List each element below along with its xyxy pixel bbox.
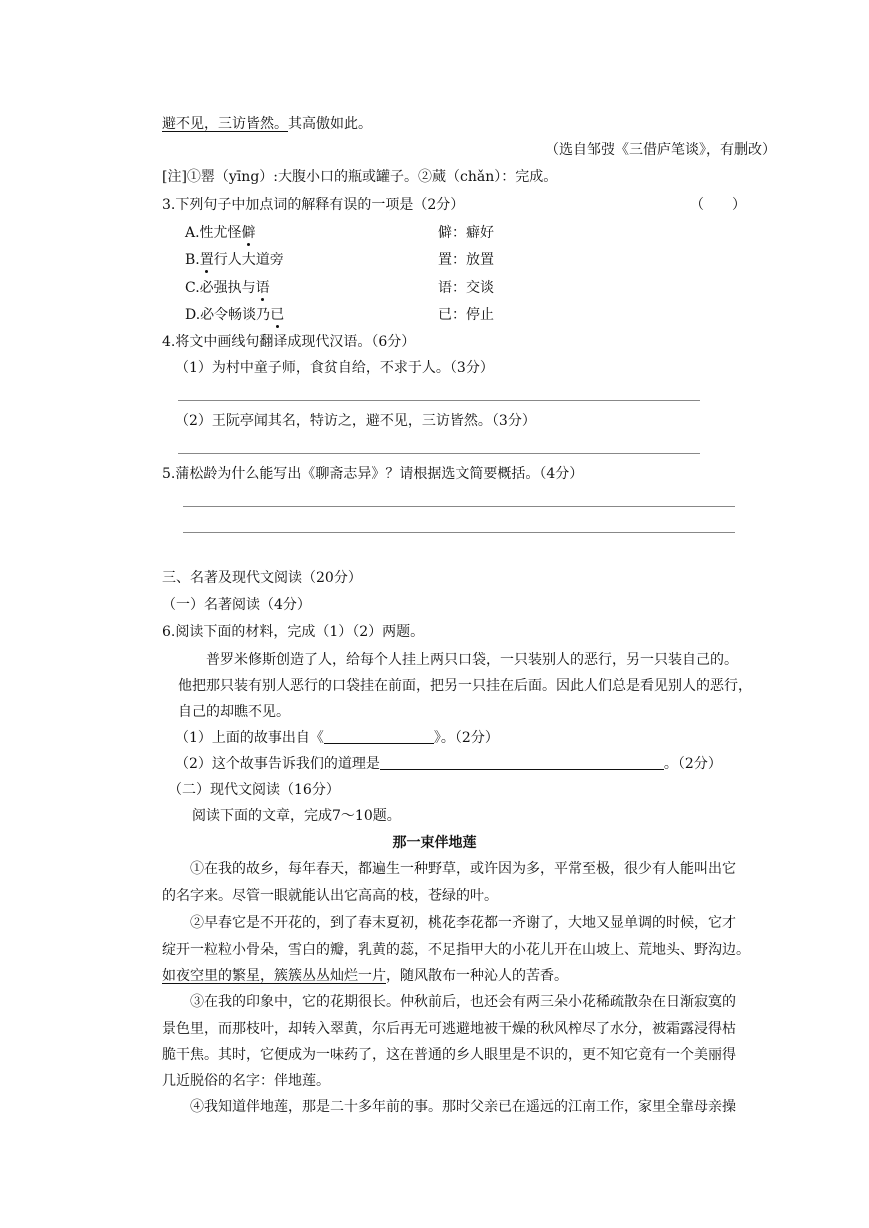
answer-line[interactable]: [183, 532, 735, 533]
q4-sub1: （1）为村中童子师，食贫自给，不求于人。（3分）: [175, 360, 494, 376]
article-line: 如夜空里的繁星，簇簇丛丛灿烂一片，随风散布一种沁人的苦香。: [162, 968, 568, 984]
q3-option-c-explain: 语：交谈: [438, 280, 494, 296]
q6-sub2: （2）这个故事告诉我们的道理是 。（2分）: [175, 756, 722, 772]
passage-line: 普罗米修斯创造了人，给每个人挂上两只口袋，一只装别人的恶行，另一只装自己的。: [206, 652, 738, 668]
q3-option-b-explain: 置：放置: [438, 252, 494, 268]
q5-stem: 5.蒲松龄为什么能写出《聊斋志异》？请根据选文简要概括。（4分）: [162, 466, 584, 482]
q3-option-a-explain: 僻：癖好: [438, 225, 494, 241]
article-line: 绽开一粒粒小骨朵，雪白的瓣，乳黄的蕊，不足指甲大的小花儿开在山坡上、荒地头、野沟边。: [162, 942, 750, 958]
dotted-word: 语: [255, 280, 270, 296]
q3-answer-paren: （ ）: [690, 197, 746, 213]
article-line: 几近脱俗的名字：伴地莲。: [162, 1073, 330, 1089]
q3-option-c: C.必强执与语: [185, 280, 270, 296]
article-line: 脆干焦。其时，它便成为一味药了，这在普通的乡人眼里是不识的，更不知它竟有一个美丽得: [162, 1047, 736, 1063]
dotted-word: 已: [270, 307, 285, 323]
q4-sub2: （2）王阮亭闻其名，特访之，避不见，三访皆然。（3分）: [175, 413, 536, 429]
underlined-sentence: 避不见，三访皆然。: [162, 116, 288, 132]
underlined-sentence: 如夜空里的繁星，簇簇丛丛灿烂一片: [162, 968, 386, 984]
passage-line: 自己的却瞧不见。: [178, 704, 290, 720]
subsection-heading: （二）现代文阅读（16分）: [168, 782, 340, 798]
answer-line[interactable]: [183, 506, 735, 507]
q6-sub1: （1）上面的故事出自《 》。（2分）: [175, 730, 499, 746]
answer-line[interactable]: [178, 453, 700, 454]
passage-line: 他把那只装有别人恶行的口袋挂在前面，把另一只挂在后面。因此人们总是看见别人的恶行，: [178, 678, 752, 694]
q3-option-a: A.性尤怪僻: [185, 225, 256, 241]
source-citation: （选自邹弢《三借庐笔谈》，有删改）: [545, 142, 776, 158]
q3-option-b: B.置行人大道旁: [185, 252, 284, 268]
article-line: 的名字来。尽管一眼就能认出它高高的枝，苍绿的叶。: [162, 888, 498, 904]
article-line: ③在我的印象中，它的花期很长。仲秋前后，也还会有两三朵小花稀疏散杂在日渐寂寞的: [190, 994, 736, 1010]
article-title: 那一束伴地莲: [392, 835, 477, 851]
passage-tail-line: [162, 114, 372, 134]
q3-option-d: D.必令畅谈乃已: [185, 307, 285, 323]
annotation-note: [注]①罂（yīng）:大腹小口的瓶或罐子。②蒇（chǎn）：完成。: [162, 169, 558, 185]
article-line: ④我知道伴地莲，那是二十多年前的事。那时父亲已在遥远的江南工作，家里全靠母亲操: [190, 1099, 736, 1115]
article-line: 景色里，而那枝叶，却转入翠黄，尔后再无可逃避地被干燥的秋风榨尽了水分，被霜露浸得枯: [162, 1021, 736, 1037]
article-line: ②早春它是不开花的，到了春末夏初，桃花李花都一齐谢了，大地又显单调的时候，它才: [190, 915, 736, 931]
dotted-word: 置: [199, 252, 214, 268]
answer-line[interactable]: [178, 400, 700, 401]
q6-stem: 6.阅读下面的材料，完成（1）（2）两题。: [162, 624, 425, 640]
q4-stem: 4.将文中画线句翻译成现代汉语。（6分）: [162, 334, 416, 350]
fill-blank[interactable]: [324, 729, 434, 744]
fill-blank[interactable]: [380, 755, 664, 770]
section-heading: 三、名著及现代文阅读（20分）: [162, 570, 362, 586]
passage-tail-text: 其高傲如此。: [288, 116, 372, 132]
q3-option-d-explain: 已：停止: [438, 307, 494, 323]
article-line: ①在我的故乡，每年春天，都遍生一种野草，或许因为多，平常至极，很少有人能叫出它: [190, 861, 736, 877]
q3-stem: 3.下列句子中加点词的解释有误的一项是（2分）: [162, 197, 465, 213]
reading-instruction: 阅读下面的文章，完成7～10题。: [192, 808, 401, 824]
subsection-heading: （一）名著阅读（4分）: [162, 597, 311, 613]
dotted-word: 僻: [241, 225, 256, 241]
